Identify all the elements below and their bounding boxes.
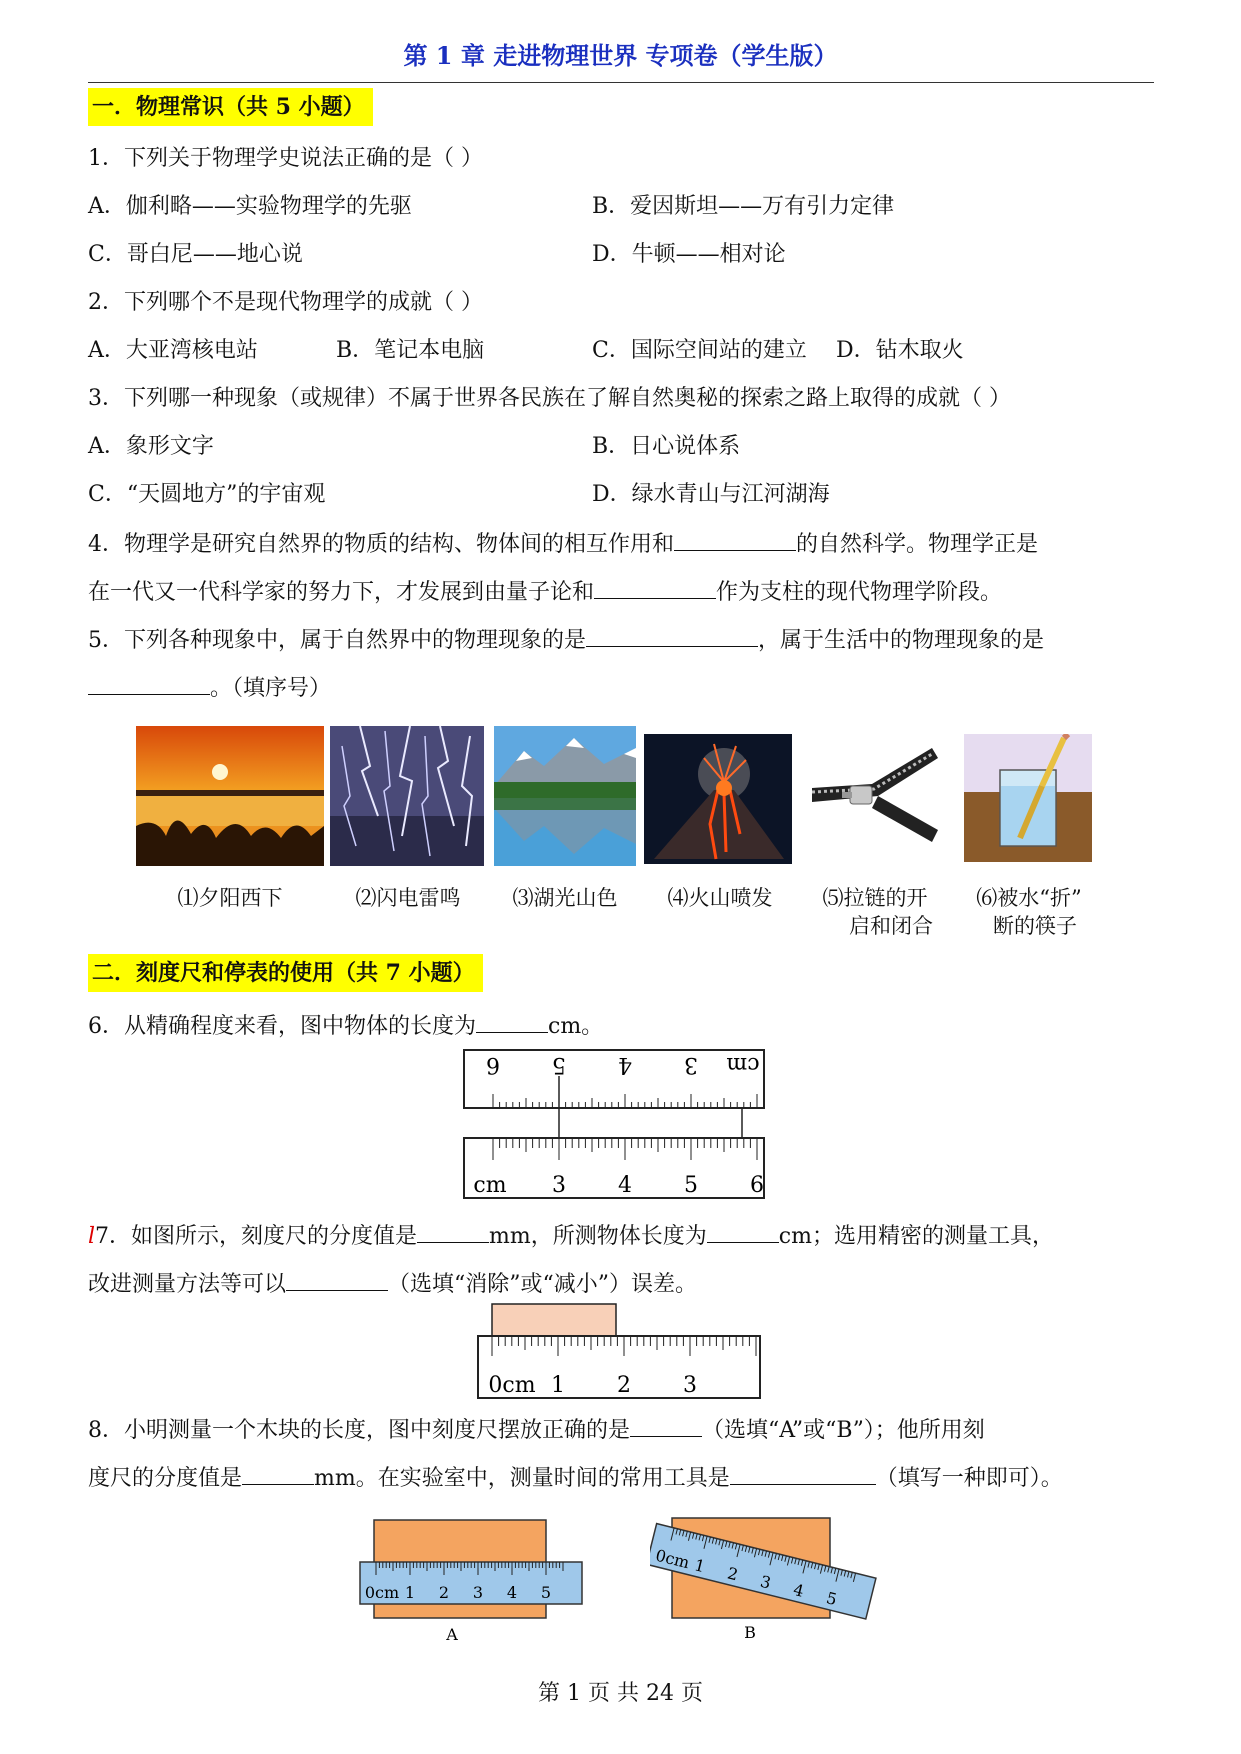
q8-figure-b xyxy=(650,1510,892,1644)
q5-caption-1: ⑴夕阳西下 xyxy=(177,886,283,910)
page-title: 第 1 章 走进物理世界 专项卷（学生版） xyxy=(403,41,838,70)
q5-caption-4: ⑷火山喷发 xyxy=(667,886,773,910)
q1-option-d: D．牛顿——相对论 xyxy=(592,242,786,267)
q6-bottom-label-6: 6 xyxy=(750,1173,764,1198)
q2-option-c: C．国际空间站的建立 xyxy=(592,338,807,363)
q7-blank-1[interactable] xyxy=(417,1220,489,1243)
q5-line-1 xyxy=(88,624,1044,656)
q2-option-d: D．钻木取火 xyxy=(836,338,964,363)
chopstick-in-water-image xyxy=(964,734,1092,862)
q8-a-label-3: 3 xyxy=(472,1583,484,1602)
q6-text-b: cm。 xyxy=(548,1014,604,1039)
q7-object-block xyxy=(492,1304,616,1336)
q1-option-c: C．哥白尼——地心说 xyxy=(88,242,303,267)
q7-blank-3[interactable] xyxy=(286,1268,388,1291)
q8-b-label-3: 3 xyxy=(758,1571,773,1593)
q7-line-2 xyxy=(88,1268,697,1300)
q8-b-label-4: 4 xyxy=(791,1579,806,1601)
q5-caption-2: ⑵闪电雷鸣 xyxy=(355,886,461,910)
q7-ruler-figure xyxy=(474,1300,768,1406)
q4-line-1 xyxy=(88,528,1038,560)
q8-a-caption: A xyxy=(446,1625,458,1644)
q8-a-label-1: 1 xyxy=(404,1583,416,1602)
q5-text-1a: 5．下列各种现象中，属于自然界中的物理现象的是 xyxy=(88,628,586,653)
q4-line-2 xyxy=(88,576,1002,608)
q7-text-1b: mm，所测物体长度为 xyxy=(489,1224,707,1249)
q1-stem: 1．下列关于物理学史说法正确的是（ ） xyxy=(88,146,483,171)
q2-stem: 2．下列哪个不是现代物理学的成就（ ） xyxy=(88,290,483,315)
q1-option-a: A．伽利略——实验物理学的先驱 xyxy=(88,194,412,219)
q7-text-2b: （选填“消除”或“减小”）误差。 xyxy=(388,1272,698,1297)
q8-a-label-4: 4 xyxy=(506,1583,518,1602)
q5-blank-1[interactable] xyxy=(586,624,758,647)
q7-label-3: 3 xyxy=(683,1373,697,1398)
q8-a-label-5: 5 xyxy=(540,1583,552,1602)
section-2-heading: 二．刻度尺和停表的使用（共 7 小题） xyxy=(88,954,483,992)
q7-label-2: 2 xyxy=(617,1373,631,1398)
q8-b-label-0cm: 0cm xyxy=(653,1545,692,1573)
section-1-heading: 一．物理常识（共 5 小题） xyxy=(88,88,373,126)
q4-text-2a: 在一代又一代科学家的努力下，才发展到由量子论和 xyxy=(88,580,595,605)
q8-blank-2[interactable] xyxy=(242,1462,314,1485)
q7-line-1 xyxy=(88,1220,1054,1252)
q6-top-label-3: 3 xyxy=(684,1052,698,1077)
q8-a-label-0cm: 0cm xyxy=(364,1583,400,1602)
lightning-image xyxy=(330,726,484,866)
zipper-image xyxy=(812,744,938,848)
q6-stem xyxy=(88,1010,603,1042)
q6-top-label-cm: cm xyxy=(726,1052,760,1077)
q5-blank-2[interactable] xyxy=(88,672,210,695)
q8-blank-3[interactable] xyxy=(730,1462,876,1485)
q5-caption-6b: 断的筷子 xyxy=(993,914,1077,938)
q5-caption-3: ⑶湖光山色 xyxy=(512,886,618,910)
q8-figure-a xyxy=(352,1516,592,1644)
q8-text-2b: mm。在实验室中，测量时间的常用工具是 xyxy=(314,1466,730,1491)
q8-b-label-2: 2 xyxy=(725,1563,740,1585)
q7-text-2a: 改进测量方法等可以 xyxy=(88,1272,287,1297)
q6-top-label-5: 5 xyxy=(552,1052,566,1077)
q7-blank-2[interactable] xyxy=(707,1220,779,1243)
q6-blank[interactable] xyxy=(476,1010,548,1033)
q8-text-2c: （填写一种即可）。 xyxy=(875,1466,1063,1491)
q3-option-d: D．绿水青山与江河湖海 xyxy=(592,482,830,507)
q8-b-caption: B xyxy=(744,1623,756,1642)
q8-text-2a: 度尺的分度值是 xyxy=(88,1466,243,1491)
q3-stem: 3．下列哪一种现象（或规律）不属于世界各民族在了解自然奥秘的探索之路上取得的成就（ ） xyxy=(88,386,1011,411)
lake-mountain-image xyxy=(494,726,636,866)
q3-option-b: B．日心说体系 xyxy=(592,434,741,459)
q6-bottom-label-cm: cm xyxy=(473,1173,507,1198)
q4-text-2b: 作为支柱的现代物理学阶段。 xyxy=(716,580,1003,605)
q8-b-label-1: 1 xyxy=(692,1555,707,1577)
q6-text-a: 6．从精确程度来看，图中物体的长度为 xyxy=(88,1014,476,1039)
volcano-image xyxy=(644,734,792,864)
q5-text-2b: 。（填序号） xyxy=(210,676,332,701)
q7-label-0cm: 0cm xyxy=(488,1373,536,1398)
q3-option-a: A．象形文字 xyxy=(88,434,214,459)
q5-line-2 xyxy=(88,672,331,704)
page-footer: 第 1 页 共 24 页 xyxy=(538,1681,703,1706)
q8-a-label-2: 2 xyxy=(438,1583,450,1602)
q4-blank-1[interactable] xyxy=(674,528,796,551)
q6-top-label-4: 4 xyxy=(618,1052,632,1077)
q8-text-1a: 8．小明测量一个木块的长度，图中刻度尺摆放正确的是 xyxy=(88,1418,630,1443)
q6-top-ruler xyxy=(464,1050,764,1108)
q8-text-1b: （选填“A”或“B”）；他所用刻 xyxy=(702,1418,985,1443)
q3-option-c: C．“天圆地方”的宇宙观 xyxy=(88,482,326,507)
header-rule xyxy=(88,82,1154,83)
q8-line-1 xyxy=(88,1414,985,1446)
q5-caption-6a: ⑹被水“折” xyxy=(976,886,1082,910)
q6-bottom-label-3: 3 xyxy=(552,1173,566,1198)
q7-label-1: 1 xyxy=(551,1373,565,1398)
q6-top-label-6: 6 xyxy=(486,1052,500,1077)
q5-caption-5b: 启和闭合 xyxy=(849,914,933,938)
q1-option-b: B．爱因斯坦——万有引力定律 xyxy=(592,194,895,219)
q6-bottom-label-4: 4 xyxy=(618,1173,632,1198)
q5-text-1b: ，属于生活中的物理现象的是 xyxy=(758,628,1045,653)
q7-text-1a: 7．如图所示，刻度尺的分度值是 xyxy=(95,1224,418,1249)
q2-option-b: B．笔记本电脑 xyxy=(336,338,485,363)
q4-blank-2[interactable] xyxy=(594,576,716,599)
q2-option-a: A．大亚湾核电站 xyxy=(88,338,258,363)
q5-caption-5a: ⑸拉链的开 xyxy=(822,886,928,910)
q7-text-1c: cm；选用精密的测量工具， xyxy=(778,1224,1054,1249)
q6-bottom-label-5: 5 xyxy=(684,1173,698,1198)
q6-ruler-figure xyxy=(460,1046,776,1206)
q8-line-2 xyxy=(88,1462,1063,1494)
q8-b-label-5: 5 xyxy=(824,1588,839,1610)
q4-text-1b: 的自然科学。物理学正是 xyxy=(796,532,1039,557)
q4-text-1a: 4．物理学是研究自然界的物质的结构、物体间的相互作用和 xyxy=(88,532,674,557)
sunset-image xyxy=(136,726,324,866)
q8-blank-1[interactable] xyxy=(630,1414,702,1437)
q6-bottom-ruler xyxy=(464,1138,764,1198)
q7-marker: l xyxy=(88,1224,96,1249)
